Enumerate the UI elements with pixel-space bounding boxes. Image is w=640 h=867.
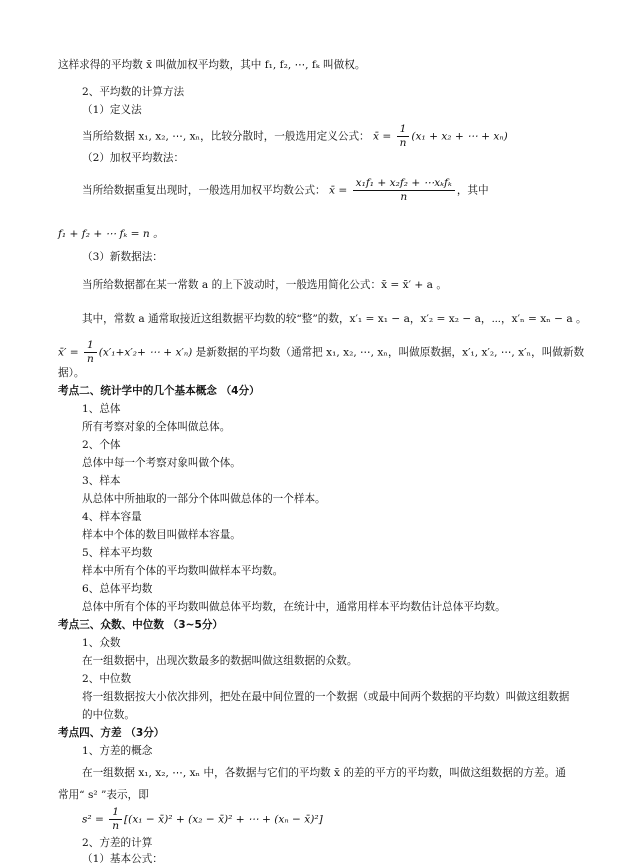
var-rhs: [(x₁ − x̄)² + (x₂ − x̄)² + ⋯ + (xₙ − x̄)²] xyxy=(124,813,323,826)
var-num: 1 xyxy=(109,806,122,820)
heading-point-four: 考点四、方差 （3分） xyxy=(58,727,165,739)
basic-formula-heading: （1）基本公式： xyxy=(82,853,163,865)
variance-formula-line xyxy=(82,806,640,833)
def-lhs: x̄ = xyxy=(373,130,395,143)
median-desc-end: 的中位数。 xyxy=(82,709,135,721)
weighted-mean-note: 这样求得的平均数 x̄ 叫做加权平均数，其中 f₁, f₂, ⋯, fₖ 叫做权。 xyxy=(58,59,366,71)
concept-individual: 2、个体 xyxy=(82,439,121,451)
weights-sum: f₁ + f₂ + ⋯ fₖ = n 。 xyxy=(58,228,164,240)
variance-definition: 在一组数据 x₁, x₂, ⋯, xₙ 中，各数据与它们的平均数 x̄ 的差的平方的平均数，叫做这组数据的方差。通 xyxy=(82,767,566,779)
w-num: x₁f₁ + x₂f₂ + ⋯xₖfₖ xyxy=(353,177,455,191)
concept-population-mean-desc: 总体中所有个体的平均数叫做总体平均数，在统计中，通常用样本平均数估计总体平均数。 xyxy=(82,601,506,613)
var-fraction xyxy=(109,806,122,833)
new-fraction xyxy=(84,339,97,366)
concept-sample-size-desc: 样本中个体的数目叫做样本容量。 xyxy=(82,529,241,541)
var-den: n xyxy=(112,820,120,832)
concept-individual-desc: 总体中每一个考察对象叫做个体。 xyxy=(82,457,241,469)
new-lhs: x̄′ = xyxy=(58,346,82,359)
variance-notation: 常用“ s² ”表示，即 xyxy=(58,789,149,801)
new-mean-line-end: 据）。 xyxy=(58,367,85,379)
heading-point-two: 考点二、统计学中的几个基本概念 （4分） xyxy=(58,385,260,397)
median-desc: 将一组数据按大小依次排列，把处在最中间位置的一个数据（或最中间两个数据的平均数）叫做这组数据 xyxy=(82,691,570,703)
def-num: 1 xyxy=(397,123,410,137)
w-lhs: x̄ = xyxy=(329,184,351,197)
def-den: n xyxy=(399,137,407,149)
weighted-tail: ，其中 xyxy=(456,184,489,197)
concept-sample-size: 4、样本容量 xyxy=(82,511,142,523)
concept-sample: 3、样本 xyxy=(82,475,121,487)
def-rhs: (x₁ + x₂ + ⋯ + xₙ) xyxy=(411,130,508,143)
concept-sample-mean: 5、样本平均数 xyxy=(82,547,153,559)
new-mean-text: 是新数据的平均数（通常把 x₁, x₂, ⋯, xₙ，叫做原数据，x′₁, x′₂, ⋯, x′ₙ，叫做新数 xyxy=(195,346,585,359)
variance-concept-heading: 1、方差的概念 xyxy=(82,745,153,757)
variance-calc-heading: 2、方差的计算 xyxy=(82,837,153,849)
concept-population-desc: 所有考察对象的全体叫做总体。 xyxy=(82,421,231,433)
new-data-definition: 其中，常数 a 通常取接近这组数据平均数的较“整”的数，x′₁ = x₁ − a，x′₂ = x₂ − a，⋯，x′ₙ = xₙ − a 。 xyxy=(82,313,587,325)
concept-sample-mean-desc: 样本中所有个体的平均数叫做样本平均数。 xyxy=(82,565,284,577)
new-rhs: (x′₁+x′₂+ ⋯ + x′ₙ) xyxy=(98,346,193,359)
concept-sample-desc: 从总体中所抽取的一部分个体叫做总体的一个样本。 xyxy=(82,493,326,505)
definition-text: 当所给数据 x₁, x₂, ⋯, xₙ，比较分散时，一般选用定义公式： xyxy=(82,130,370,143)
var-lhs: s² = xyxy=(82,813,108,826)
w-den: n xyxy=(400,191,408,203)
method-definition-heading: （1）定义法 xyxy=(82,104,142,116)
concept-population-mean: 6、总体平均数 xyxy=(82,583,153,595)
definition-formula-line xyxy=(82,123,640,150)
def-fraction xyxy=(397,123,410,150)
section-mean-methods: 2、平均数的计算方法 xyxy=(82,86,185,98)
new-mean-line xyxy=(58,339,640,366)
method-new-data-heading: （3）新数据法： xyxy=(82,251,163,263)
mode-heading: 1、众数 xyxy=(82,637,121,649)
concept-population: 1、总体 xyxy=(82,403,121,415)
weighted-formula-line xyxy=(82,177,640,204)
mode-desc: 在一组数据中，出现次数最多的数据叫做这组数据的众数。 xyxy=(82,655,358,667)
median-heading: 2、中位数 xyxy=(82,673,132,685)
heading-point-three: 考点三、众数、中位数 （3~5分） xyxy=(58,619,224,631)
simplified-formula-line: 当所给数据都在某一常数 a 的上下波动时，一般选用简化公式：x̄ = x̄′ + a 。 xyxy=(82,279,447,291)
w-fraction xyxy=(353,177,455,204)
method-weighted-heading: （2）加权平均数法： xyxy=(82,152,185,164)
new-num: 1 xyxy=(84,339,97,353)
new-den: n xyxy=(86,353,94,365)
weighted-text: 当所给数据重复出现时，一般选用加权平均数公式： xyxy=(82,184,326,197)
